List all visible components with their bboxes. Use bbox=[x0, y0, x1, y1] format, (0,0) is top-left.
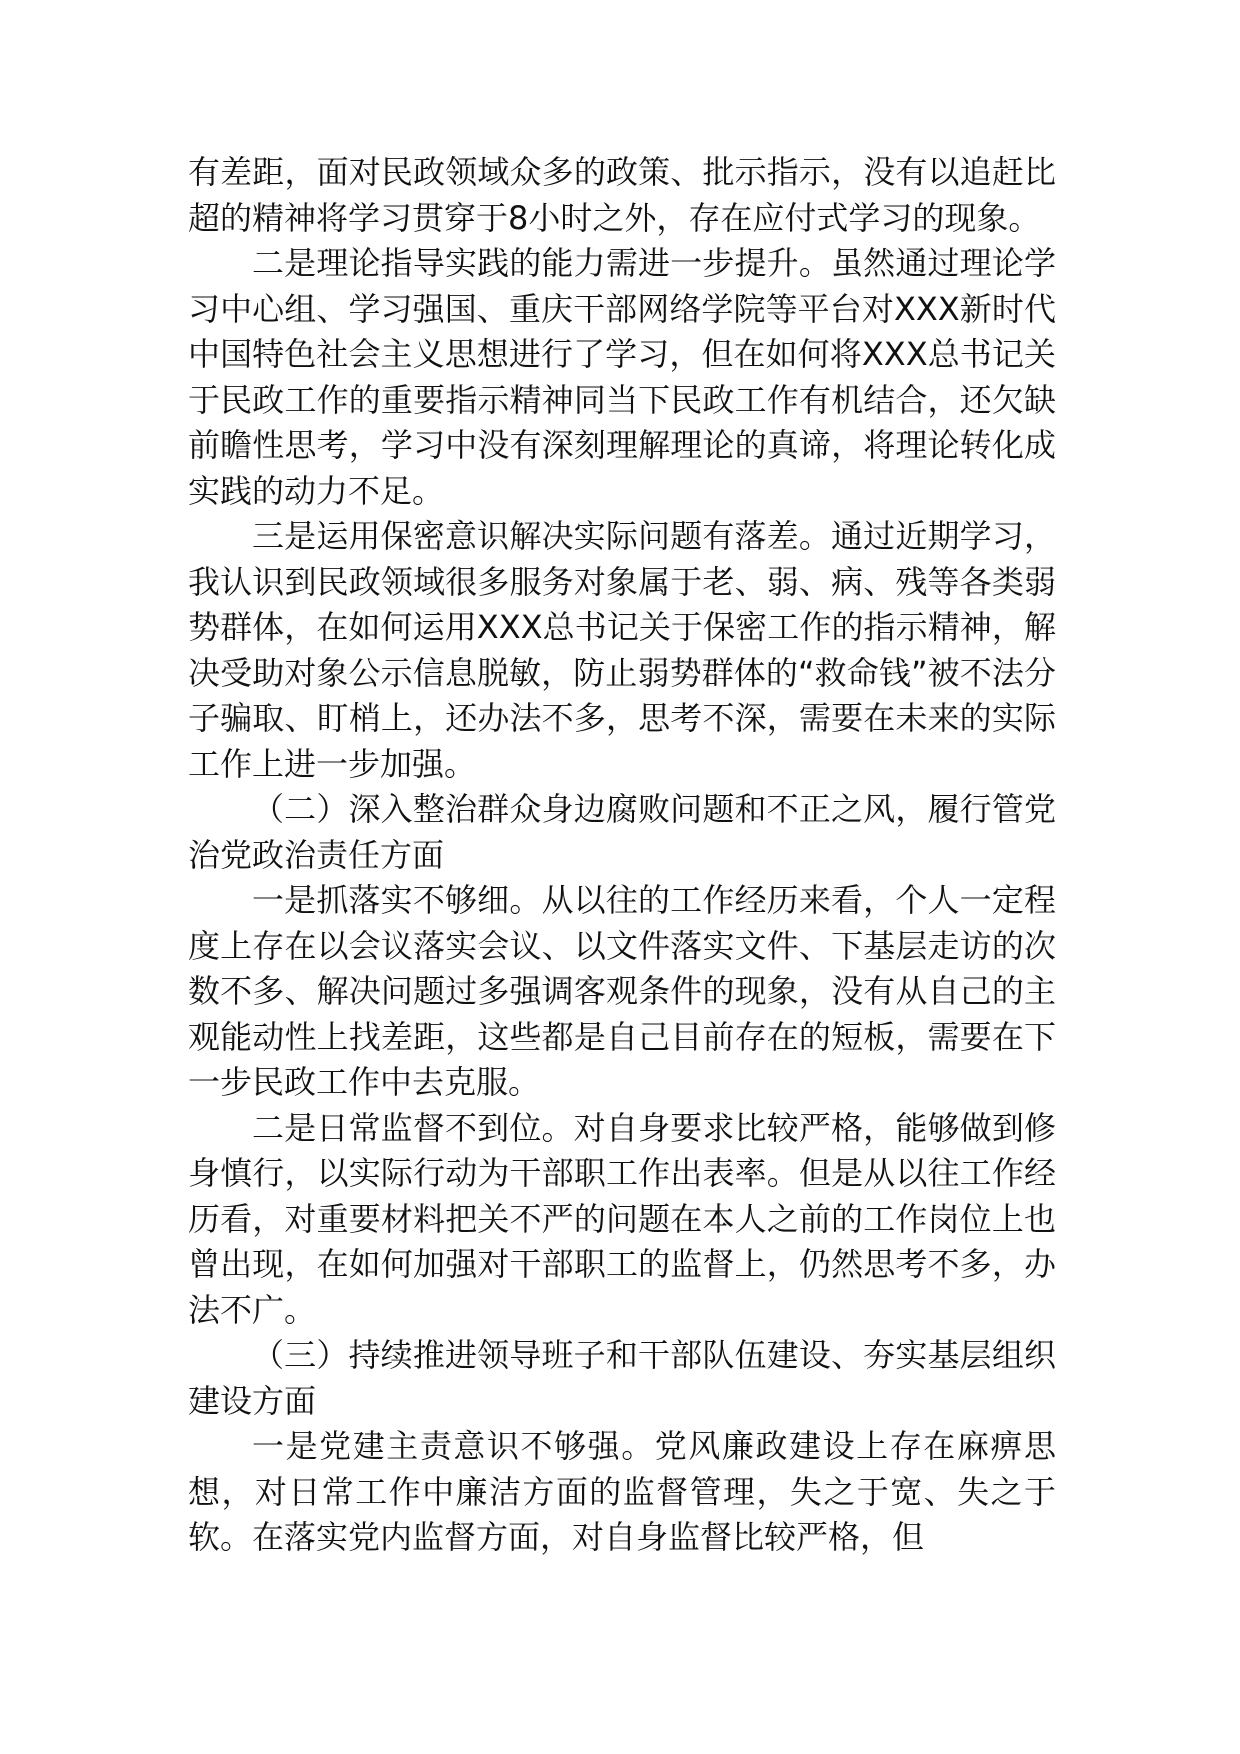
document-body bbox=[188, 150, 1056, 1561]
paragraph-confidentiality: 三是运用保密意识解决实际问题有落差。通过近期学习，我认识到民政领域很多服务对象属于老、弱、病、残等各类弱势群体，在如何运用XXX总书记关于保密工作的指示精神，解决受助对象公示信息脱敏，防止弱势群体的“救命钱”被不法分子骗取、盯梢上，还办法不多，思考不深，需要在未来的实际工作上进一步加强。 bbox=[188, 517, 1056, 783]
paragraph-theory-practice: 二是理论指导实践的能力需进一步提升。虽然通过理论学习中心组、学习强国、重庆干部网络学院等平台对XXX新时代中国特色社会主义思想进行了学习，但在如何将XXX总书记关于民政工作的重要指示精神同当下民政工作有机结合，还欠缺前瞻性思考，学习中没有深刻理解理论的真谛，将理论转化成实践的动力不足。 bbox=[188, 244, 1056, 510]
paragraph-continuation: 有差距，面对民政领域众多的政策、批示指示，没有以追赶比超的精神将学习贯穿于8小时之外，存在应付式学习的现象。 bbox=[188, 153, 1056, 237]
paragraph-supervision: 二是日常监督不到位。对自身要求比较严格，能够做到修身慎行，以实际行动为干部职工作出表率。但是从以往工作经历看，对重要材料把关不严的问题在本人之前的工作岗位上也曾出现，在如何加强对干部职工的监督上，仍然思考不多，办法不广。 bbox=[188, 1108, 1056, 1329]
paragraph-implementation: 一是抓落实不够细。从以往的工作经历来看，个人一定程度上存在以会议落实会议、以文件落实文件、下基层走访的次数不多、解决问题过多强调客观条件的现象，没有从自己的主观能动性上找差距，这些都是自己目前存在的短板，需要在下一步民政工作中去克服。 bbox=[188, 881, 1056, 1101]
section-heading-2: （二）深入整治群众身边腐败问题和不正之风，履行管党治党政治责任方面 bbox=[188, 790, 1056, 874]
paragraph-party-building: 一是党建主责意识不够强。党风廉政建设上存在麻痹思想，对日常工作中廉洁方面的监督管理，失之于宽、失之于软。在落实党内监督方面，对自身监督比较严格，但 bbox=[188, 1427, 1056, 1556]
section-heading-3: （三）持续推进领导班子和干部队伍建设、夯实基层组织建设方面 bbox=[188, 1336, 1056, 1420]
